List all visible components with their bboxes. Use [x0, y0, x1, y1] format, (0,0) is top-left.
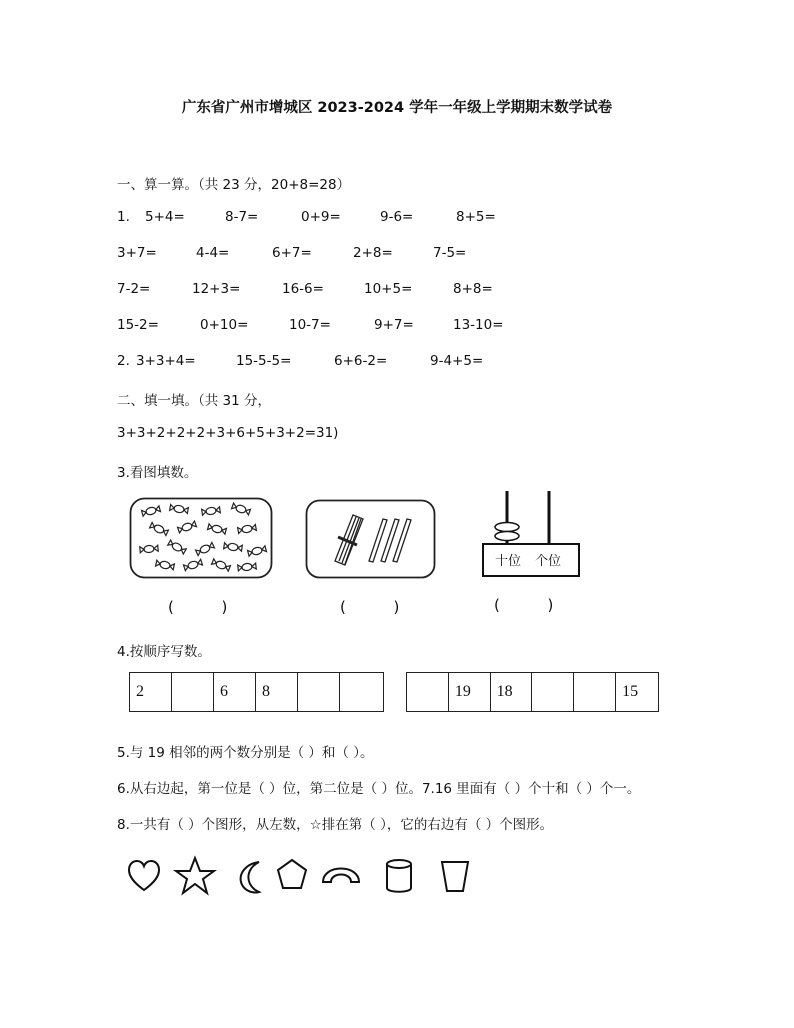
sequence-cell[interactable] [532, 673, 574, 711]
problem: 9-4+5= [430, 353, 484, 369]
abacus-picture [479, 488, 583, 580]
sequence-cell[interactable] [340, 673, 382, 711]
answer-blank[interactable]: ( ) [494, 596, 554, 614]
cylinder-icon [387, 860, 411, 892]
problem: 4-4= [196, 245, 230, 261]
single-stick-icon [369, 519, 411, 562]
candy-icon [140, 503, 267, 572]
problem: 8+8= [453, 281, 493, 297]
problem: 8+5= [456, 209, 496, 225]
problem: 16-6= [282, 281, 324, 297]
q5-text: 5.与 19 相邻的两个数分别是（ ）和（ ）。 [117, 745, 374, 761]
problem: 3+3+4= [136, 353, 196, 369]
problem: 5+4= [145, 209, 185, 225]
bead-icon [495, 523, 519, 532]
sequence-cell[interactable]: 2 [130, 673, 172, 711]
q8-text: 8.一共有（ ）个图形，从左数，☆排在第（ ），它的右边有（ ）个图形。 [117, 817, 554, 833]
section2-heading-cont: 3+3+2+2+2+3+6+5+3+2=31) [117, 425, 339, 441]
problem: 7-5= [433, 245, 467, 261]
bead-icon [495, 532, 519, 541]
problem: 15-5-5= [236, 353, 292, 369]
problem: 10+5= [364, 281, 413, 297]
answer-blank[interactable]: ( ) [168, 598, 228, 616]
problem: 9-6= [380, 209, 414, 225]
sequence-cell[interactable]: 6 [214, 673, 256, 711]
sequence-cell[interactable]: 8 [256, 673, 298, 711]
crescent-icon [241, 862, 259, 893]
problem: 8-7= [225, 209, 259, 225]
problem: 3+7= [117, 245, 157, 261]
problem: 7-2= [117, 281, 151, 297]
problem: 15-2= [117, 317, 159, 333]
arch-icon [323, 869, 359, 883]
q4-text: 4.按顺序写数。 [117, 644, 211, 660]
problem: 6+7= [272, 245, 312, 261]
problem: 0+9= [301, 209, 341, 225]
problem: 6+6-2= [334, 353, 388, 369]
problem: 13-10= [453, 317, 504, 333]
sequence-cell[interactable] [407, 673, 449, 711]
q6-text: 6.从右边起，第一位是（ ）位，第二位是（ ）位。7.16 里面有（ ）个十和（ ）个一。 [117, 781, 641, 797]
section2-heading: 二、填一填。（共 31 分， [117, 393, 272, 409]
problem: 10-7= [289, 317, 331, 333]
q1-label: 1. [117, 209, 130, 225]
problem: 0+10= [200, 317, 249, 333]
sequence-cell[interactable]: 15 [622, 683, 639, 700]
star-icon [176, 858, 214, 893]
candy-picture [129, 497, 273, 579]
shapes-row [125, 852, 475, 898]
answer-blank[interactable]: ( ) [340, 598, 400, 616]
cup-icon [442, 862, 468, 891]
stick-bundle-icon [335, 515, 363, 565]
sequence-cell[interactable] [298, 673, 340, 711]
q2-label: 2. [117, 353, 130, 369]
ones-label: 个位 [535, 553, 562, 568]
sequence-cell[interactable]: 19 [449, 673, 491, 711]
sequence-cell[interactable] [172, 673, 214, 711]
problem: 12+3= [192, 281, 241, 297]
section1-heading: 一、算一算。（共 23 分，20+8=28） [117, 177, 351, 193]
page-title: 广东省广州市增城区 2023-2024 学年一年级上学期期末数学试卷 [181, 100, 613, 116]
sequence-left [129, 672, 384, 712]
pentagon-icon [278, 860, 306, 888]
tens-label: 十位 [495, 553, 522, 568]
sequence-cell[interactable] [574, 673, 616, 711]
q3-text: 3.看图填数。 [117, 465, 198, 481]
sticks-picture [305, 499, 436, 579]
sequence-cell[interactable]: 18 [491, 673, 533, 711]
sequence-right [406, 672, 659, 712]
heart-icon [129, 861, 159, 890]
problem: 9+7= [374, 317, 414, 333]
problem: 2+8= [353, 245, 393, 261]
